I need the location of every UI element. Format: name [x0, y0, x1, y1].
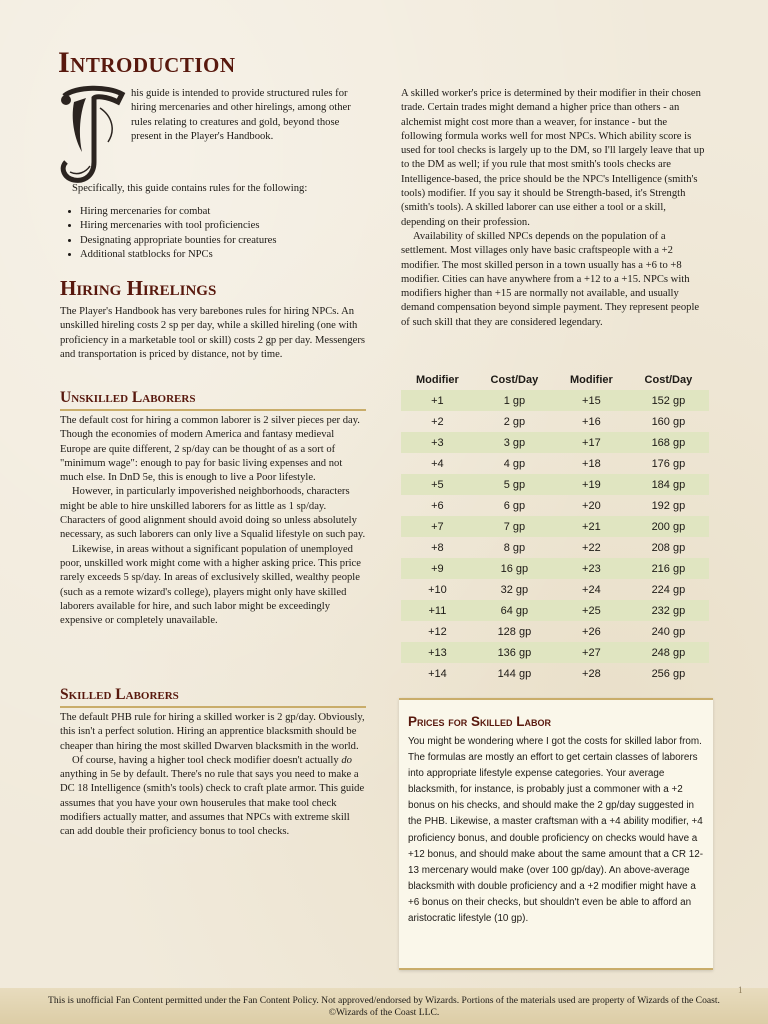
table-cell: 2 gp	[503, 415, 526, 428]
intro-heading: Introduction	[58, 46, 236, 79]
table-cell: 208 gp	[651, 541, 686, 554]
table-cell: 240 gp	[651, 625, 686, 638]
table-row	[401, 390, 709, 411]
table-cell: +14	[428, 667, 447, 680]
table-row	[401, 495, 709, 516]
table-cell: 128 gp	[497, 625, 532, 638]
hiring-hirelings-heading: Hiring Hirelings	[60, 276, 217, 300]
table-cell: 216 gp	[628, 558, 709, 579]
unskilled-paragraph-3: Likewise, in areas without a significant population of unemployed poor, unskilled work might come with a higher asking price. This price rarely exceeds 5 sp/day. In areas of exclusively skilled, wealthy people (such as a remote wizard's college), players might only have skilled laborers available for hire, and such labor might be exceedingly expensive or completely unavailable.	[60, 543, 361, 627]
sidebar-title: Prices for Skilled Labor	[408, 714, 552, 729]
sidebar-text: You might be wondering where I got the costs for skilled labor from. The formulas are mostly an effort to get certain classes of laborers into appropriate lifestyle expense categories. Your average blacksmith, for instance, is probably just a commoner with a +2 bonus on his checks, and should make the 2 gp/day suggested in the PHB. Likewise, a master craftsman with a +4 ability modifier, +4 proficiency bonus, and double proficiency on checks would have a +12 bonus, and should make about the same amount that a CR 12-13 mercenary would make (over 100 gp/day). An above-average blacksmith with double proficiency and a +2 modifier might have a +6 bonus on their checks, but shouldn't even be able to afford an aristocratic lifestyle (10 gp).	[408, 736, 704, 925]
table-cell: +19	[555, 474, 628, 495]
footer-legal-text: This is unofficial Fan Content permitted under the Fan Content Policy. Not approved/endorsed by Wizards. Portions of the materials used are property of Wizards of the Coast. ©Wizards of the Coast LLC.	[48, 995, 720, 1018]
guide-contents-list	[60, 205, 386, 262]
table-cell: +26	[582, 625, 601, 638]
table-header: Cost/Day	[644, 374, 693, 386]
table-cell: +5	[401, 474, 474, 495]
table-cell: 168 gp	[628, 432, 709, 453]
table-row	[401, 411, 709, 432]
skilled-paragraph-1: The default PHB rule for hiring a skilled worker is 2 gp/day. Obviously, this isn't a perfect solution. Hiring an apprentice blacksmith should be cheaper than hiring the most skilled Dwarven blacksmith in the world.	[60, 712, 365, 752]
table-row	[401, 558, 709, 579]
table-row	[401, 432, 709, 453]
table-cell: 6 gp	[503, 499, 526, 512]
table-cell: +24	[582, 583, 601, 596]
table-row	[401, 579, 709, 600]
table-cell: 160 gp	[651, 415, 686, 428]
dropcap-letter	[56, 82, 128, 186]
table-header: Modifier	[570, 374, 613, 386]
table-cell: +27	[555, 642, 628, 663]
table-cell: 64 gp	[474, 600, 555, 621]
table-cell: +8	[431, 541, 444, 554]
table-row	[401, 642, 709, 663]
table-cell: 32 gp	[500, 583, 529, 596]
table-row	[401, 621, 709, 642]
table-cell: 5 gp	[474, 474, 555, 495]
table-cell: +4	[431, 457, 444, 470]
table-row	[401, 516, 709, 537]
table-cell: +22	[582, 541, 601, 554]
pricing-paragraph-2: Availability of skilled NPCs depends on the population of a settlement. Most villages only have basic craftspeople with a +2 modifier. The most skilled person in a town usually has a +6 to +8 modifier. Cities can have anywhere from a +12 to a +15. NPCs with modifiers higher than +15 are normally not available, and usually demand compensation beyond simple payment. They represent people of such skill that they are considered legendary.	[401, 230, 700, 328]
table-cell: 3 gp	[474, 432, 555, 453]
table-row	[401, 453, 709, 474]
page-number: 1	[738, 985, 743, 995]
table-cell: 232 gp	[628, 600, 709, 621]
table-cell: 16 gp	[474, 558, 555, 579]
table-cell: +16	[582, 415, 601, 428]
table-cell: 4 gp	[503, 457, 526, 470]
table-cell: 200 gp	[628, 516, 709, 537]
dropcap-letter-value: T	[58, 82, 59, 83]
table-cell: +6	[431, 499, 444, 512]
intro-specifically: Specifically, this guide contains rules for the following:	[72, 183, 308, 194]
table-cell: 1 gp	[474, 390, 555, 411]
table-header: Cost/Day	[490, 374, 539, 386]
table-cell: 256 gp	[651, 667, 686, 680]
pricing-paragraph-1: A skilled worker's price is determined by their modifier in their chosen trade. Certain trades might demand a higher price than others - an alchemist might cost more than a weaver, for instance - but the following formula works well for most NPCs. Which ability score is used for tool checks is largely up to the DM, so I'll largely leave that up to the DM as well; if you rule that most smith's tools checks are Intelligence-based, the price should be the NPC's Intelligence (smith's tools) modifier. If you say it should be Strength-based, it's Strength (smith's tools). A skilled laborer can use either a tool or a skill, depending on their profession.	[401, 88, 705, 228]
table-cell: +9	[401, 558, 474, 579]
table-cell: +1	[401, 390, 474, 411]
unskilled-section	[60, 414, 366, 628]
list-item: • Designating appropriate bounties for creatures	[80, 234, 386, 248]
list-item: • Hiring mercenaries with tool proficiencies	[80, 219, 386, 233]
table-cell: 152 gp	[628, 390, 709, 411]
table-cell: +20	[582, 499, 601, 512]
table-cell: 192 gp	[651, 499, 686, 512]
unskilled-laborers-heading: Unskilled Laborers	[60, 389, 366, 411]
table-cell: 224 gp	[651, 583, 686, 596]
table-cell: +21	[555, 516, 628, 537]
table-header-row	[401, 370, 709, 390]
table-cell: +28	[582, 667, 601, 680]
table-cell: +13	[401, 642, 474, 663]
table-cell: +23	[555, 558, 628, 579]
list-item: • Hiring mercenaries for combat	[80, 205, 386, 219]
cost-per-day-table	[401, 370, 709, 684]
skilled-pricing-text	[401, 87, 709, 330]
table-cell: 248 gp	[628, 642, 709, 663]
table-row	[401, 600, 709, 621]
table-cell: 144 gp	[497, 667, 532, 680]
table-cell: +12	[428, 625, 447, 638]
table-cell: +15	[555, 390, 628, 411]
table-cell: 176 gp	[651, 457, 686, 470]
skilled-laborers-heading: Skilled Laborers	[60, 686, 366, 708]
table-cell: +17	[555, 432, 628, 453]
table-row	[401, 474, 709, 495]
table-cell: +2	[431, 415, 444, 428]
table-cell: +11	[401, 600, 474, 621]
table-cell: 184 gp	[628, 474, 709, 495]
unskilled-paragraph-2: However, in particularly impoverished neighborhoods, characters might be able to hire unskilled laborers for as little as 1 sp/day. Characters of good alignment should avoid doing so unless absolutely necessary, as such laborers can only live a Squalid lifestyle on such pay.	[60, 486, 366, 541]
table-row	[401, 537, 709, 558]
table-row	[401, 663, 709, 684]
table-cell: +25	[555, 600, 628, 621]
skilled-section	[60, 711, 366, 840]
table-header: Modifier	[416, 374, 459, 386]
table-cell: +7	[401, 516, 474, 537]
table-cell: +18	[582, 457, 601, 470]
table-cell: 8 gp	[503, 541, 526, 554]
table-cell: 136 gp	[474, 642, 555, 663]
skilled-labor-sidebar	[399, 698, 713, 970]
table-cell: +3	[401, 432, 474, 453]
intro-lead: his guide is intended to provide structured rules for hiring mercenaries and other hirelings, among other rules relating to creatures and gold, beyond those present in the Player's Handbook.	[131, 88, 351, 142]
skilled-paragraph-2: Of course, having a higher tool check modifier doesn't actually do anything in 5e by default. There's no rule that says you need to make a DC 18 Intelligence (smith's tools) check to craft plate armor. This guide assumes that you have your own houserules that make tool check modifiers actually matter, and assumes that NPCs with extreme skill can add double their proficiency bonus to tool checks.	[60, 754, 365, 838]
unskilled-paragraph-1: The default cost for hiring a common laborer is 2 silver pieces per day. Though the economies of modern America and fantasy medieval Europe are quite different, 2 sp/day can be thought of as a sort of "minimum wage": enough to pay for basic living expenses and not much else. In DnD 5e, this is enough to live a Poor lifestyle.	[60, 415, 360, 484]
list-item: • Additional statblocks for NPCs	[80, 248, 386, 262]
table-cell: 7 gp	[474, 516, 555, 537]
hirelings-text: The Player's Handbook has very barebones rules for hiring NPCs. An unskilled hireling costs 2 sp per day, while a skilled hireling (one with proficiency in a marketable tool or skill) costs 2 gp per day. Messengers and transportation is priced by distance, not by time.	[60, 306, 365, 360]
table-cell: +10	[428, 583, 447, 596]
